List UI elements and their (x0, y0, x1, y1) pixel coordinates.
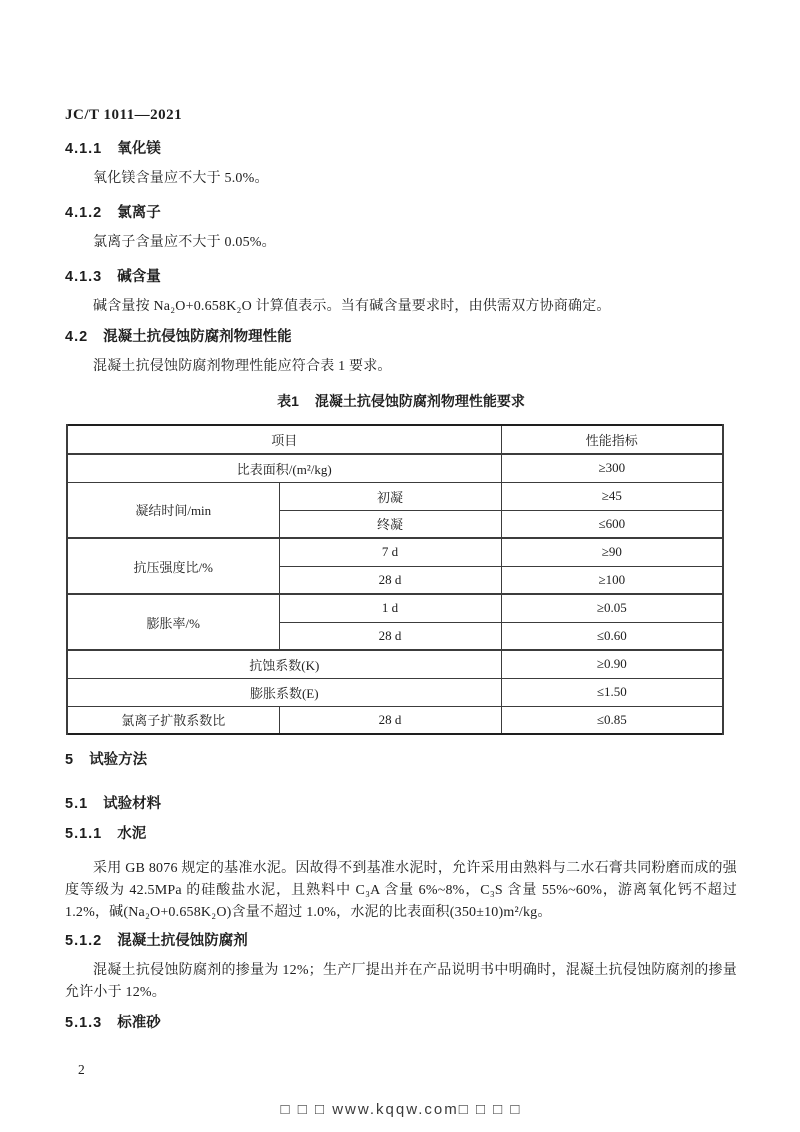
section-heading-4-1-3 (65, 266, 737, 288)
cell-item: 抗蚀系数(K) (67, 650, 501, 678)
section-title: 混凝土抗侵蚀防腐剂 (117, 933, 248, 949)
section-title: 混凝土抗侵蚀防腐剂物理性能 (103, 329, 292, 345)
cell-sub: 7 d (279, 538, 501, 566)
table-row-corrosion-coef (67, 650, 723, 678)
section-heading-5-1 (65, 793, 737, 815)
cell-value: ≥300 (501, 454, 723, 482)
cell-sub: 28 d (279, 566, 501, 594)
section-title: 试验方法 (89, 752, 148, 768)
table1-caption-label: 表1 (277, 393, 299, 409)
table-row-strength-7d (67, 538, 723, 566)
section-number: 5.1 (65, 796, 89, 812)
cell-value: ≥90 (501, 538, 723, 566)
section-heading-5-1-2 (65, 930, 737, 952)
standard-number-header: JC/T 1011—2021 (65, 107, 183, 123)
section-title: 水泥 (117, 826, 147, 842)
header-cell-index: 性能指标 (501, 425, 723, 454)
paragraph-4-2: 混凝土抗侵蚀防腐剂物理性能应符合表 1 要求。 (93, 359, 392, 374)
paragraph-5-1-1: 采用 GB 8076 规定的基准水泥。因故得不到基准水泥时，允许采用由熟料与二水石膏共同粉磨而成的强度等级为 42.5MPa 的硅酸盐水泥，且熟料中 C₃A 含量 6%~8%，C₃S 含量 55%~60%，游离氧化钙不超过 1.2%，碱(Na₂O+0.658K₂O)含量不超过 1.0%，水泥的比表面积(350±10)m²/kg。 (65, 861, 737, 920)
cell-sub: 28 d (279, 706, 501, 734)
table-row-chloride-diffusion (67, 706, 723, 734)
table1-caption (65, 390, 737, 412)
table-header-row (67, 425, 723, 454)
table-row-setting-time-initial (67, 482, 723, 510)
section-number: 4.1.1 (65, 141, 103, 157)
cell-value: ≤0.60 (501, 622, 723, 650)
cell-value: ≤1.50 (501, 678, 723, 706)
table-row-expansion-coef (67, 678, 723, 706)
section-heading-5-1-1 (65, 823, 737, 845)
cell-sub: 终凝 (279, 510, 501, 538)
cell-sub: 初凝 (279, 482, 501, 510)
section-heading-4-1-2 (65, 202, 737, 224)
cell-value: ≤0.85 (501, 706, 723, 734)
cell-value: ≥0.90 (501, 650, 723, 678)
section-number: 4.1.3 (65, 269, 103, 285)
table1-performance-requirements (66, 424, 724, 735)
section-number: 4.1.2 (65, 205, 103, 221)
paragraph-4-1-1: 氧化镁含量应不大于 5.0%。 (93, 171, 269, 186)
cell-value: ≥45 (501, 482, 723, 510)
cell-group: 抗压强度比/% (67, 538, 279, 594)
table-row-surface-area (67, 454, 723, 482)
section-number: 5.1.1 (65, 826, 103, 842)
table1-caption-title: 混凝土抗侵蚀防腐剂物理性能要求 (314, 393, 525, 409)
table-row-expansion-1d (67, 594, 723, 622)
section-number: 5 (65, 752, 75, 768)
header-cell-item: 项目 (67, 425, 501, 454)
section-heading-4-2 (65, 326, 737, 348)
section-title: 氯离子 (117, 205, 161, 221)
section-title: 碱含量 (117, 269, 161, 285)
section-title: 氧化镁 (117, 141, 161, 157)
paragraph-4-1-3: 碱含量按 Na₂O+0.658K₂O 计算值表示。当有碱含量要求时，由供需双方协商确定。 (93, 299, 611, 314)
cell-sub: 1 d (279, 594, 501, 622)
cell-item: 氯离子扩散系数比 (67, 706, 279, 734)
section-title: 标准砂 (117, 1015, 161, 1031)
section-heading-5-1-3 (65, 1012, 737, 1034)
section-number: 4.2 (65, 329, 89, 345)
cell-group: 膨胀率/% (67, 594, 279, 650)
cell-value: ≥100 (501, 566, 723, 594)
cell-item: 比表面积/(m²/kg) (67, 454, 501, 482)
cell-group: 凝结时间/min (67, 482, 279, 538)
paragraph-5-1-2: 混凝土抗侵蚀防腐剂的掺量为 12%；生产厂提出并在产品说明书中明确时，混凝土抗侵蚀防腐剂的掺量允许小于 12%。 (65, 963, 737, 1000)
section-title: 试验材料 (103, 796, 162, 812)
cell-item: 膨胀系数(E) (67, 678, 501, 706)
page-number: 2 (78, 1062, 85, 1077)
footer-watermark: □ □ □ www.kqqw.com□ □ □ □ (280, 1101, 522, 1118)
cell-sub: 28 d (279, 622, 501, 650)
cell-value: ≤600 (501, 510, 723, 538)
section-heading-5 (65, 749, 737, 771)
section-heading-4-1-1 (65, 138, 737, 160)
paragraph-4-1-2: 氯离子含量应不大于 0.05%。 (93, 235, 276, 250)
cell-value: ≥0.05 (501, 594, 723, 622)
section-number: 5.1.2 (65, 933, 103, 949)
section-number: 5.1.3 (65, 1015, 103, 1031)
